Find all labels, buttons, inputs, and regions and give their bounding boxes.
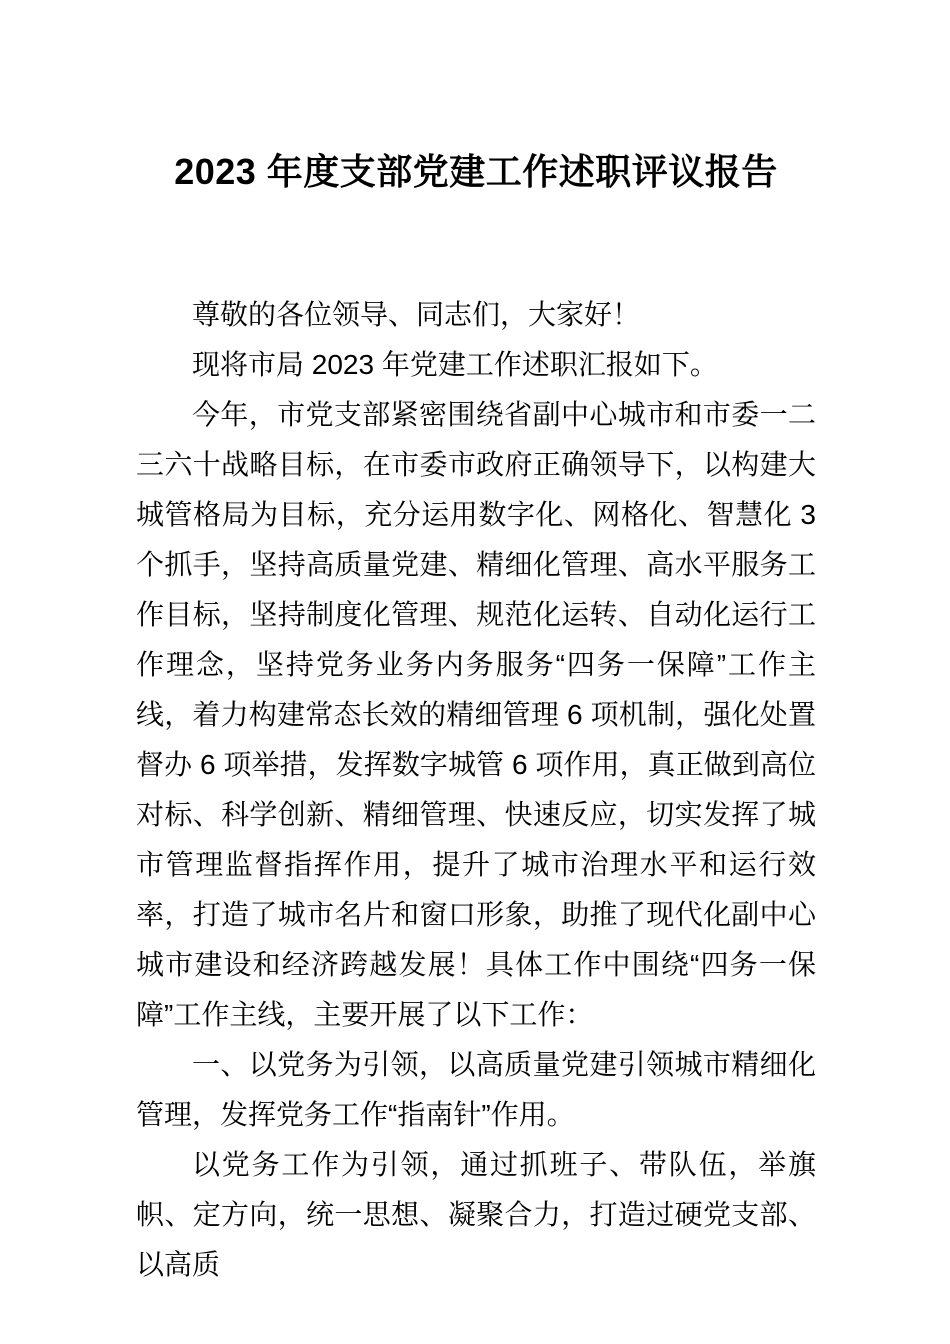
paragraph-section1-body: 以党务工作为引领，通过抓班子、带队伍，举旗帜、定方向，统一思想、凝聚合力，打造过硬党支部、以高质 xyxy=(136,1149,816,1280)
paragraph-report-intro: 现将市局 2023 年党建工作述职汇报如下。 xyxy=(192,349,718,380)
document-title: 2023 年度支部党建工作述职评议报告 xyxy=(174,151,778,192)
paragraph-overview: 今年，市党支部紧密围绕省副中心城市和市委一二三六十战略目标，在市委市政府正确领导下，以构建大城管格局为目标，充分运用数字化、网格化、智慧化 3 个抓手，坚持高质量党建、精细化管理、高水平服务工作目标，坚持制度化管理、规范化运转、自动化运行工作理念，坚持党务业务内务服务“四务一保障”工作主线，着力构建常态长效的精细管理 6 项机制，强化处置督办 6 项举措，发挥数字城管 6 项作用，真正做到高位对标、科学创新、精细管理、快速反应，切实发挥了城市管理监督指挥作用，提升了城市治理水平和运行效率，打造了城市名片和窗口形象，助推了现代化副中心城市建设和经济跨越发展！具体工作中围绕“四务一保障”工作主线，主要开展了以下工作： xyxy=(136,399,816,1030)
paragraph-greeting: 尊敬的各位领导、同志们，大家好！ xyxy=(192,299,641,330)
paragraph-section1-heading: 一、以党务为引领，以高质量党建引领城市精细化管理，发挥党务工作“指南针”作用。 xyxy=(136,1049,816,1130)
